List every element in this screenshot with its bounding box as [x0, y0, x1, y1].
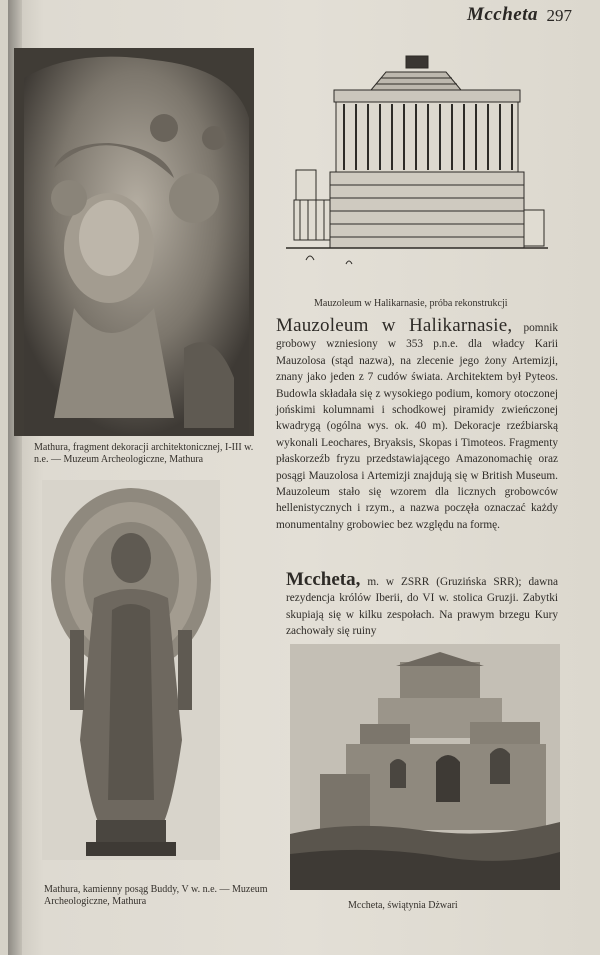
church-photo	[290, 644, 560, 890]
mausoleum-drawing	[286, 50, 548, 270]
running-title: Mccheta	[466, 4, 538, 25]
entry-mccheta-headword: Mccheta,	[286, 569, 361, 590]
church-caption: Mccheta, świątynia Dżwari	[348, 900, 458, 911]
entry-mccheta	[286, 569, 559, 640]
entry-mauzoleum-headword: Mauzoleum w Halikarnasie,	[276, 315, 513, 336]
book-page	[8, 0, 600, 955]
entry-mauzoleum-body: pomnik grobowy wzniesiony w 353 p.n.e. dla władcy Karii Mauzolosa (stąd nazwa), na zlecenie jego żony Artemizji, znany jako jeden z 7 cudów świata. Architektem był Pyteos. Budowla składała się z wysokiego podium, komory otoczonej jońskimi kolumnami i schodkowej piramidy zwieńczonej kwadrygą (ogólna wys. ok. 40 m). Dekoracje rzeźbiarską wykonali Leochares, Bryaksis, Skopas i Timoteos. Fragmenty płaskorzeźb fryzu przedstawiającego Amazonomachię oraz posągi Mauzolosa i Artemizji znajdują się w British Museum. Mauzoleum stało się wzorem dla licznych grobowców hellenistycznych i rzym., a nazwa poczęła oznaczać każdy monumentalny grobowiec bez względu na formę.	[276, 322, 559, 531]
entry-mccheta-body: m. w ZSRR (Gruzińska SRR); dawna rezydencja królów Iberii, do VI w. stolica Gruzji. Zabytki skupiają się w kilku zespołach. Na prawym brzegu Kury zachowały się ruiny	[286, 576, 559, 638]
church-illustration	[290, 644, 560, 890]
mausoleum-illustration	[286, 50, 548, 270]
relief-illustration	[14, 48, 254, 436]
buddha-caption: Mathura, kamienny posąg Buddy, V w. n.e. — Muzeum Archeologiczne, Mathura	[44, 884, 268, 907]
relief-photo	[14, 48, 254, 436]
page-number: 297	[546, 6, 572, 25]
buddha-illustration	[42, 480, 220, 860]
buddha-photo	[42, 480, 220, 860]
relief-caption: Mathura, fragment dekoracji architektonicznej, I-III w. n.e. — Muzeum Archeologiczne, Mathura	[34, 442, 254, 465]
entry-mauzoleum	[276, 315, 559, 533]
mausoleum-caption: Mauzoleum w Halikarnasie, próba rekonstrukcji	[314, 298, 508, 309]
